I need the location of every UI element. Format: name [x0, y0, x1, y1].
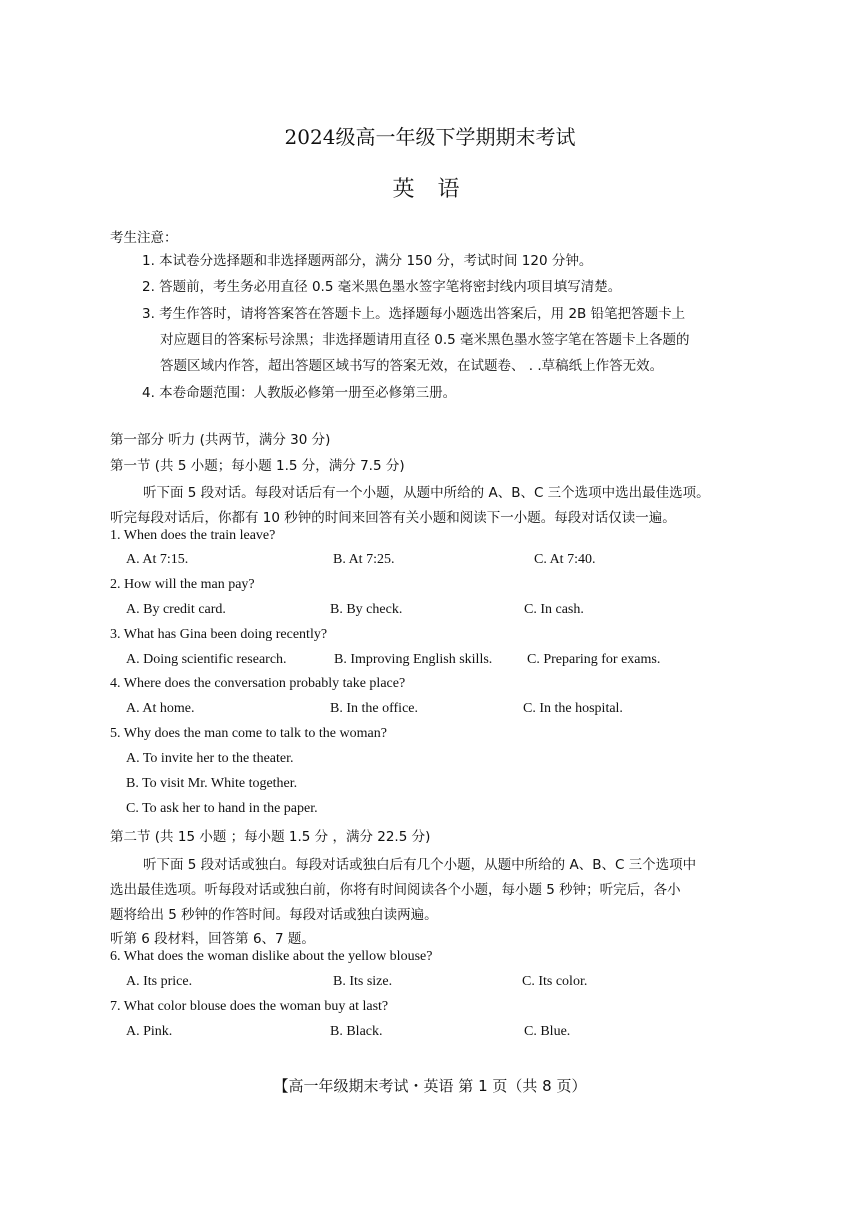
- q4-option-b: B. In the office.: [330, 701, 418, 716]
- q7-option-b: B. Black.: [330, 1024, 383, 1039]
- q2-option-b: B. By check.: [330, 602, 403, 617]
- page-footer: 【高一年级期末考试・英语 第 1 页（共 8 页）: [273, 1077, 587, 1095]
- q6-option-b: B. Its size.: [333, 974, 393, 989]
- section2-heading: 第二节 (共 15 小题 ；每小题 1.5 分 ，满分 22.5 分): [110, 829, 431, 845]
- question-5: 5. Why does the man come to talk to the woman?: [110, 726, 387, 741]
- subject-title: 英 语: [392, 177, 468, 202]
- q4-option-c: C. In the hospital.: [523, 701, 623, 716]
- question-7: 7. What color blouse does the woman buy at last?: [110, 999, 389, 1014]
- notice-item-3-cont-1: 对应题目的答案标号涂黑；非选择题请用直径 0.5 毫米黑色墨水签字笔在答题卡上各题的: [160, 332, 690, 348]
- exam-title: 2024级高一年级下学期期末考试: [284, 125, 576, 149]
- part1-heading: 第一部分 听力 (共两节，满分 30 分): [110, 432, 331, 448]
- q4-option-a: A. At home.: [126, 701, 195, 716]
- question-6: 6. What does the woman dislike about the yellow blouse?: [110, 949, 433, 964]
- question-4: 4. Where does the conversation probably take place?: [110, 676, 406, 691]
- material-6-instruction: 听第 6 段材料，回答第 6、7 题。: [110, 931, 315, 947]
- q7-option-c: C. Blue.: [524, 1024, 571, 1039]
- section1-instruction-2: 听完每段对话后，你都有 10 秒钟的时间来回答有关小题和阅读下一小题。每段对话仅读一遍。: [110, 510, 676, 526]
- section2-instruction-3: 题将给出 5 秒钟的作答时间。每段对话或独白读两遍。: [110, 907, 438, 923]
- q3-option-b: B. Improving English skills.: [334, 652, 493, 667]
- q5-option-a: A. To invite her to the theater.: [126, 751, 294, 766]
- question-2: 2. How will the man pay?: [110, 577, 255, 592]
- q3-option-a: A. Doing scientific research.: [126, 652, 287, 667]
- section2-instruction-2: 选出最佳选项。听每段对话或独白前，你将有时间阅读各个小题，每小题 5 秒钟；听完后，各小: [110, 882, 681, 898]
- notice-item-1: 1. 本试卷分选择题和非选择题两部分，满分 150 分，考试时间 120 分钟。: [142, 253, 593, 269]
- q1-option-c: C. At 7:40.: [534, 552, 596, 567]
- notice-heading: 考生注意：: [110, 230, 178, 246]
- notice-item-3-cont-2: 答题区域内作答，超出答题区域书写的答案无效，在试题卷、 . .草稿纸上作答无效。: [160, 358, 664, 374]
- notice-item-2: 2. 答题前，考生务必用直径 0.5 毫米黑色墨水签字笔将密封线内项目填写清楚。: [142, 279, 622, 295]
- question-3: 3. What has Gina been doing recently?: [110, 627, 328, 642]
- q6-option-a: A. Its price.: [126, 974, 193, 989]
- notice-item-4: 4. 本卷命题范围：人教版必修第一册至必修第三册。: [142, 385, 457, 401]
- section2-instruction-1: 听下面 5 段对话或独白。每段对话或独白后有几个小题，从题中所给的 A、B、C 三个选项中: [143, 857, 697, 873]
- notice-item-3: 3. 考生作答时，请将答案答在答题卡上。选择题每小题选出答案后，用 2B 铅笔把答题卡上: [142, 306, 686, 322]
- q7-option-a: A. Pink.: [126, 1024, 173, 1039]
- q5-option-b: B. To visit Mr. White together.: [126, 776, 298, 791]
- section1-heading: 第一节 (共 5 小题；每小题 1.5 分，满分 7.5 分): [110, 458, 405, 474]
- question-1: 1. When does the train leave?: [110, 528, 276, 543]
- section1-instruction-1: 听下面 5 段对话。每段对话后有一个小题，从题中所给的 A、B、C 三个选项中选出最佳选项。: [143, 485, 710, 501]
- q3-option-c: C. Preparing for exams.: [527, 652, 661, 667]
- q6-option-c: C. Its color.: [522, 974, 588, 989]
- q5-option-c: C. To ask her to hand in the paper.: [126, 801, 318, 816]
- q2-option-c: C. In cash.: [524, 602, 584, 617]
- q2-option-a: A. By credit card.: [126, 602, 226, 617]
- q1-option-a: A. At 7:15.: [126, 552, 189, 567]
- q1-option-b: B. At 7:25.: [333, 552, 395, 567]
